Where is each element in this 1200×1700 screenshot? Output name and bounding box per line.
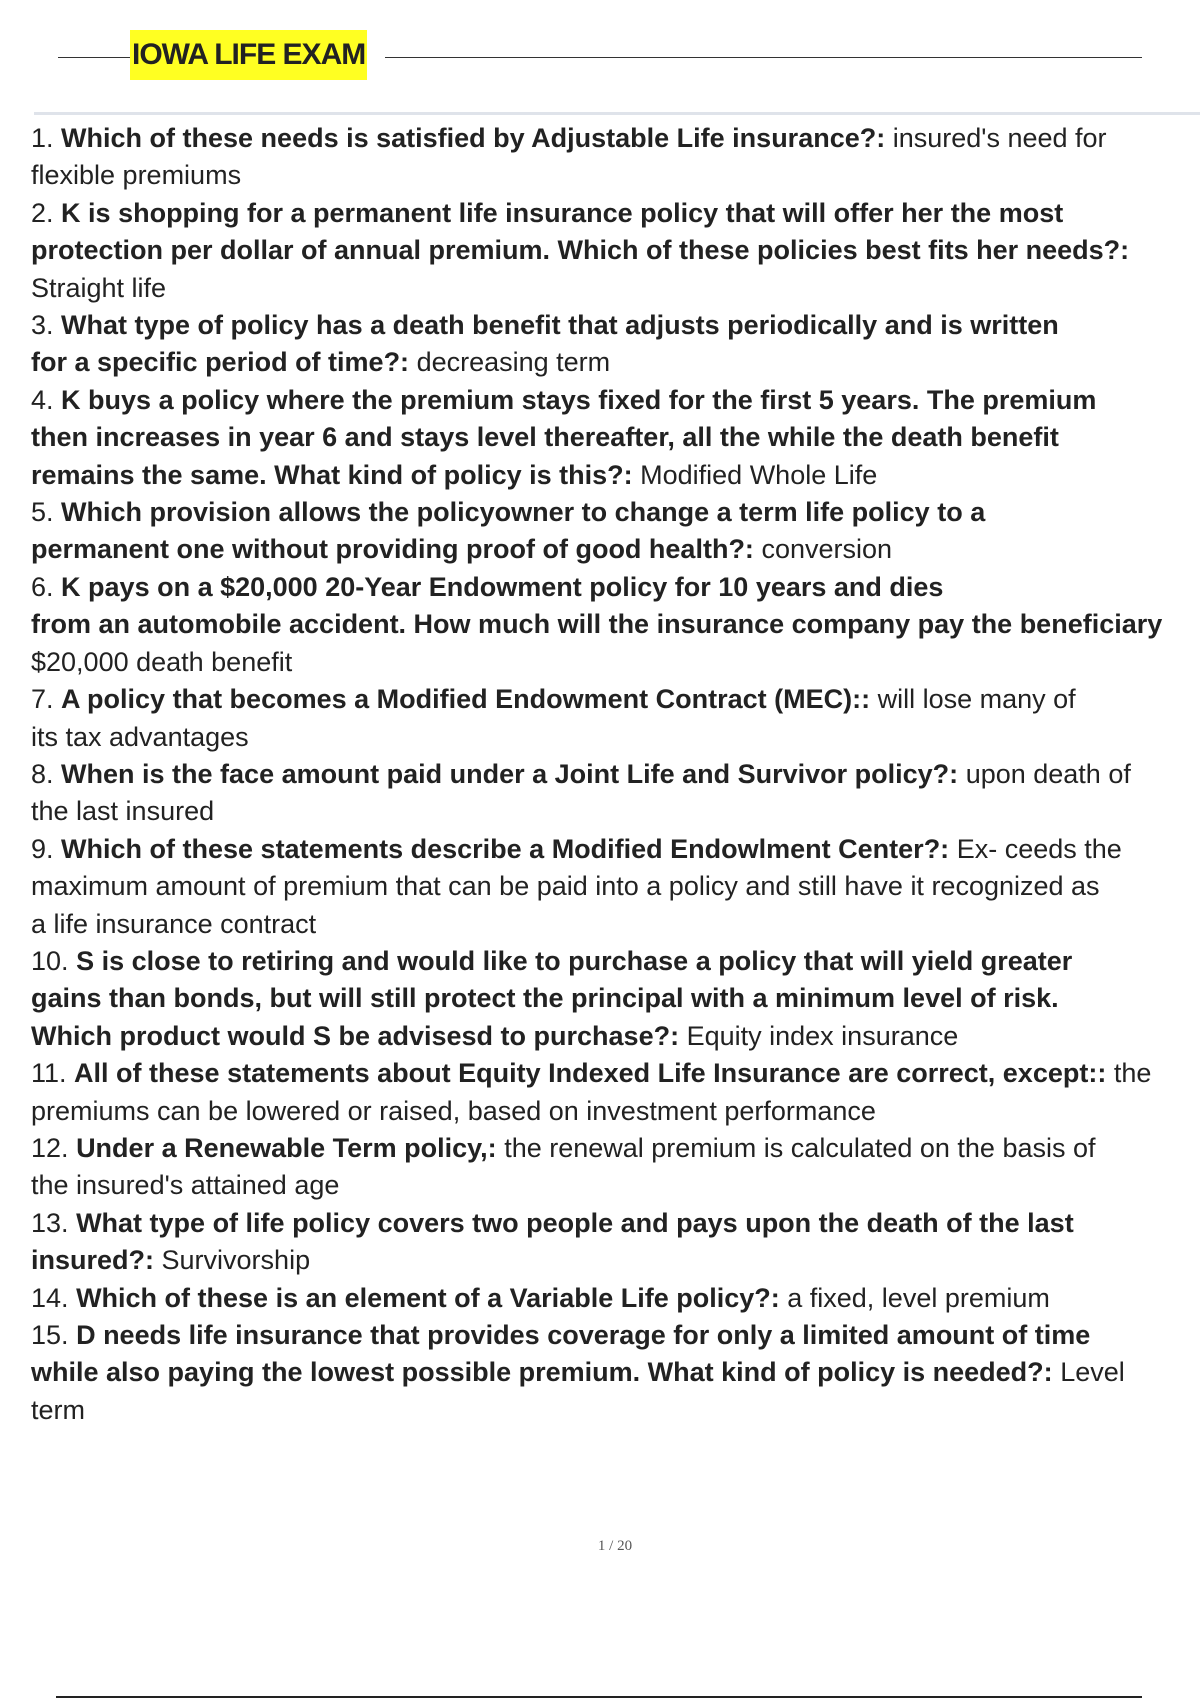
question-number: 9. bbox=[31, 833, 54, 864]
question-number: 10. bbox=[31, 945, 69, 976]
question-text: All of these statements about Equity Indexed Life Insurance are correct, except:: bbox=[74, 1058, 1107, 1089]
answer-text: the bbox=[1113, 1058, 1152, 1089]
question-number: 4. bbox=[31, 384, 54, 415]
question-text: protection per dollar of annual premium. Which of these policies best fits her needs?: bbox=[31, 235, 1130, 266]
answer-text: will lose many of bbox=[877, 684, 1076, 715]
answer-text: a life insurance contract bbox=[31, 908, 317, 939]
answer-text: the last insured bbox=[31, 796, 215, 827]
title-rule-right bbox=[385, 57, 1142, 58]
answer-text: flexible premiums bbox=[31, 160, 242, 191]
question-text: Under a Renewable Term policy,: bbox=[76, 1132, 497, 1163]
answer-text: insured's need for bbox=[892, 123, 1107, 153]
answer-text: Level bbox=[1060, 1357, 1125, 1388]
question-text: permanent one without providing proof of good health?: bbox=[31, 534, 754, 565]
answer-text: Modified Whole Life bbox=[640, 459, 878, 490]
question-text: then increases in year 6 and stays level thereafter, all the while the death benefit bbox=[31, 422, 1059, 453]
footer-divider bbox=[56, 1696, 1142, 1698]
question-text: What type of policy has a death benefit that adjusts periodically and is written bbox=[61, 310, 1059, 341]
question-item bbox=[31, 120, 1200, 195]
question-number: 12. bbox=[31, 1132, 69, 1163]
question-item bbox=[31, 1317, 1200, 1429]
answer-text: a fixed, level premium bbox=[787, 1282, 1050, 1313]
page-number: 1 / 20 bbox=[597, 1538, 633, 1554]
question-text: remains the same. What kind of policy is this?: bbox=[31, 459, 633, 490]
question-item bbox=[31, 307, 1200, 382]
question-number: 5. bbox=[31, 497, 54, 528]
question-text: Which product would S be advisesd to purchase?: bbox=[31, 1020, 680, 1051]
question-item bbox=[31, 756, 1200, 831]
question-number: 11. bbox=[31, 1058, 67, 1089]
question-text: Which provision allows the policyowner to change a term life policy to a bbox=[61, 497, 986, 528]
question-text: K is shopping for a permanent life insurance policy that will offer her the most bbox=[61, 197, 1064, 228]
question-item bbox=[31, 494, 1200, 569]
question-text: gains than bonds, but will still protect the principal with a minimum level of risk. bbox=[31, 983, 1059, 1014]
answer-text: $20,000 death benefit bbox=[31, 646, 293, 677]
answer-text: decreasing term bbox=[416, 347, 611, 378]
answer-text: conversion bbox=[761, 534, 893, 565]
answer-text: term bbox=[31, 1394, 85, 1425]
question-list bbox=[31, 120, 1200, 1429]
question-text: from an automobile accident. How much will the insurance company pay the beneficiary bbox=[31, 609, 1163, 640]
question-text: D needs life insurance that provides coverage for only a limited amount of time bbox=[76, 1320, 1091, 1350]
question-item bbox=[31, 681, 1200, 756]
question-text: for a specific period of time?: bbox=[31, 347, 410, 378]
question-number: 3. bbox=[31, 310, 54, 341]
answer-text: Ex- ceeds the bbox=[956, 833, 1122, 864]
header bbox=[58, 30, 1142, 86]
question-item bbox=[31, 831, 1200, 943]
answer-text: upon death of bbox=[965, 758, 1131, 789]
question-item bbox=[31, 1280, 1200, 1317]
question-number: 8. bbox=[31, 758, 54, 789]
question-text: What type of life policy covers two people and pays upon the death of the last bbox=[76, 1207, 1074, 1238]
question-item bbox=[31, 1205, 1200, 1280]
question-text: Which of these statements describe a Modified Endowlment Center?: bbox=[61, 833, 950, 864]
question-item bbox=[31, 1130, 1200, 1205]
question-item bbox=[31, 382, 1200, 494]
question-item bbox=[31, 1055, 1200, 1130]
answer-text: its tax advantages bbox=[31, 721, 249, 752]
question-text: S is close to retiring and would like to purchase a policy that will yield greater bbox=[76, 945, 1073, 976]
answer-text: Equity index insurance bbox=[686, 1020, 959, 1051]
question-number: 2. bbox=[31, 197, 54, 228]
question-number: 14. bbox=[31, 1282, 69, 1313]
question-item bbox=[31, 195, 1200, 307]
answer-text: Survivorship bbox=[161, 1245, 311, 1276]
question-text: Which of these needs is satisfied by Adjustable Life insurance?: bbox=[61, 123, 886, 153]
answer-text: the insured's attained age bbox=[31, 1170, 340, 1201]
question-text: Which of these is an element of a Variable Life policy?: bbox=[76, 1282, 780, 1313]
question-number: 1. bbox=[31, 123, 54, 153]
question-number: 7. bbox=[31, 684, 54, 715]
question-text: When is the face amount paid under a Joint Life and Survivor policy?: bbox=[61, 758, 959, 789]
question-number: 13. bbox=[31, 1207, 69, 1238]
header-divider bbox=[34, 112, 1200, 115]
answer-text: Straight life bbox=[31, 272, 167, 303]
question-text: K pays on a $20,000 20-Year Endowment policy for 10 years and dies bbox=[61, 571, 944, 602]
title-rule-left bbox=[58, 57, 130, 58]
question-text: insured?: bbox=[31, 1245, 155, 1276]
document-title: IOWA LIFE EXAM bbox=[130, 30, 367, 80]
question-text: A policy that becomes a Modified Endowment Contract (MEC):: bbox=[61, 684, 871, 715]
answer-text: the renewal premium is calculated on the basis of bbox=[504, 1132, 1096, 1163]
answer-text: premiums can be lowered or raised, based on investment performance bbox=[31, 1095, 876, 1126]
question-item bbox=[31, 943, 1200, 1055]
question-item bbox=[31, 569, 1200, 681]
question-number: 15. bbox=[31, 1320, 69, 1350]
answer-text: maximum amount of premium that can be paid into a policy and still have it recognized as bbox=[31, 871, 1100, 902]
question-text: K buys a policy where the premium stays fixed for the first 5 years. The premium bbox=[61, 384, 1097, 415]
question-text: while also paying the lowest possible premium. What kind of policy is needed?: bbox=[31, 1357, 1053, 1388]
question-number: 6. bbox=[31, 571, 54, 602]
